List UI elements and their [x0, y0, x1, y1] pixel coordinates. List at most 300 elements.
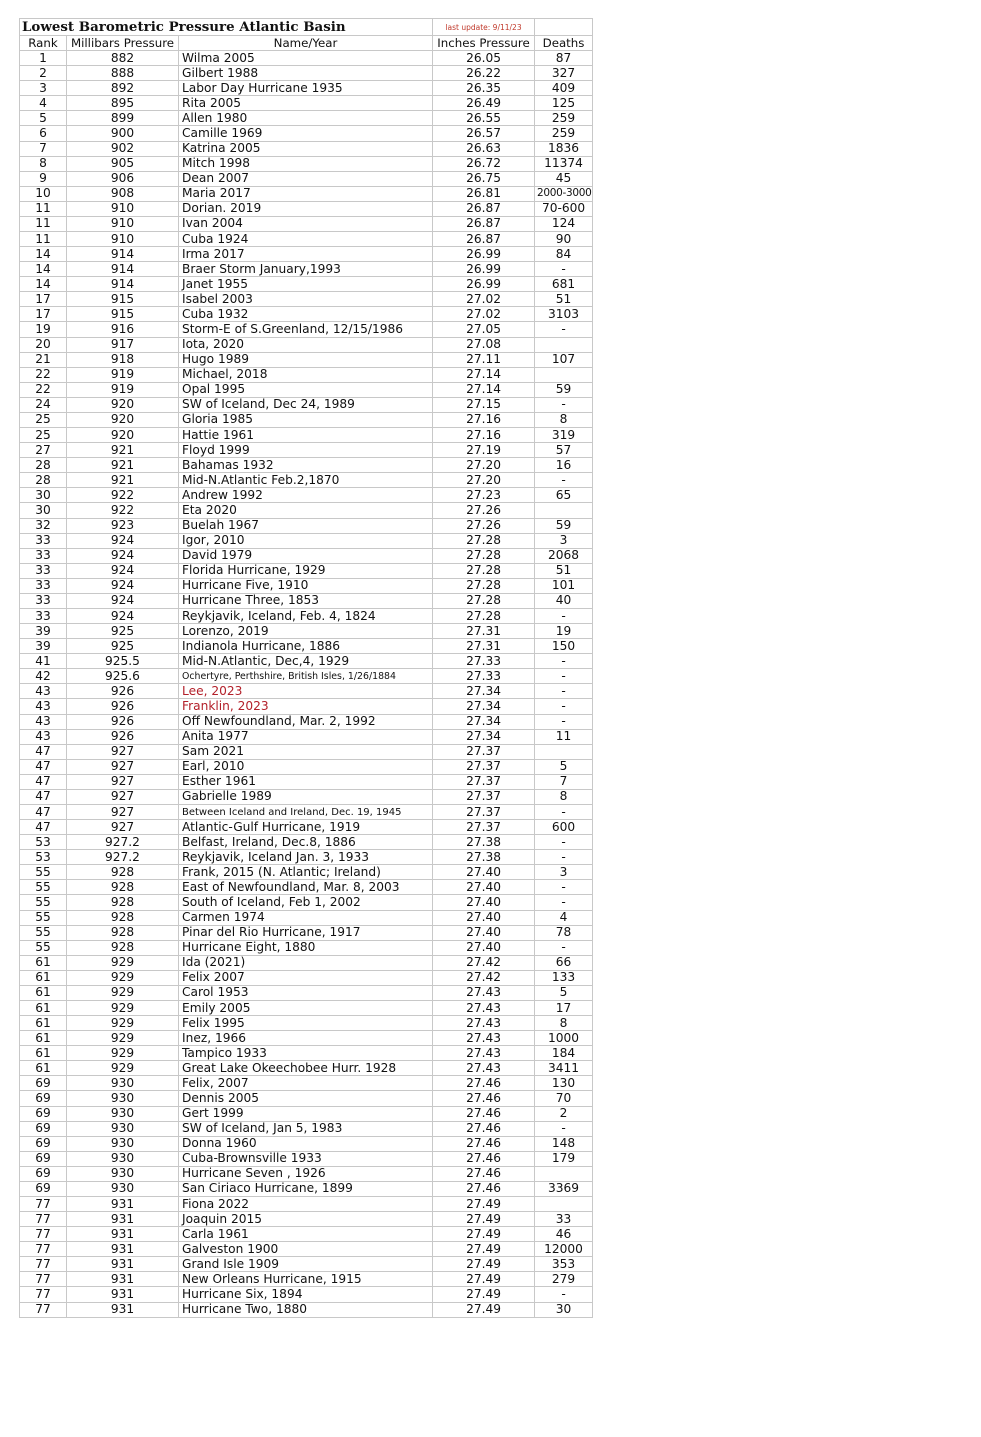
name-year-cell: Storm-E of S.Greenland, 12/15/1986: [179, 322, 433, 337]
table-row: [20, 262, 593, 277]
table-row: [20, 895, 593, 910]
table-row: [20, 382, 593, 397]
name-year-cell: Grand Isle 1909: [179, 1257, 433, 1272]
rank-cell: 2: [20, 66, 67, 81]
inches-cell: 26.75: [433, 171, 535, 186]
table-row: [20, 1061, 593, 1076]
rank-cell: 33: [20, 533, 67, 548]
deaths-cell: 3103: [535, 307, 593, 322]
name-year-cell: Hurricane Seven , 1926: [179, 1166, 433, 1181]
inches-cell: 27.46: [433, 1091, 535, 1106]
millibars-cell: 910: [67, 216, 179, 231]
name-year-cell: Gloria 1985: [179, 412, 433, 427]
deaths-cell: 2000-3000: [535, 186, 593, 201]
rank-cell: 43: [20, 684, 67, 699]
inches-cell: 27.43: [433, 1001, 535, 1016]
table-row: [20, 1302, 593, 1317]
rank-cell: 11: [20, 216, 67, 231]
deaths-cell: 125: [535, 96, 593, 111]
table-row: [20, 443, 593, 458]
millibars-cell: 927.2: [67, 835, 179, 850]
inches-cell: 27.15: [433, 397, 535, 412]
inches-cell: 27.37: [433, 774, 535, 789]
deaths-cell: 3411: [535, 1061, 593, 1076]
inches-cell: 26.35: [433, 81, 535, 96]
millibars-cell: 906: [67, 171, 179, 186]
deaths-cell: 57: [535, 443, 593, 458]
inches-cell: 27.37: [433, 789, 535, 804]
inches-cell: 26.99: [433, 277, 535, 292]
inches-cell: 27.46: [433, 1106, 535, 1121]
rank-cell: 30: [20, 503, 67, 518]
name-year-cell: Mid-N.Atlantic Feb.2,1870: [179, 473, 433, 488]
deaths-cell: 133: [535, 970, 593, 985]
inches-cell: 27.46: [433, 1136, 535, 1151]
millibars-cell: 931: [67, 1242, 179, 1257]
rank-cell: 61: [20, 1061, 67, 1076]
table-row: [20, 1287, 593, 1302]
millibars-cell: 929: [67, 955, 179, 970]
table-row: [20, 503, 593, 518]
deaths-cell: 46: [535, 1227, 593, 1242]
deaths-cell: 124: [535, 216, 593, 231]
millibars-cell: 927: [67, 789, 179, 804]
table-row: [20, 518, 593, 533]
millibars-cell: 929: [67, 1061, 179, 1076]
inches-cell: 27.46: [433, 1181, 535, 1196]
name-year-cell: Michael, 2018: [179, 367, 433, 382]
rank-cell: 61: [20, 970, 67, 985]
inches-cell: 27.49: [433, 1212, 535, 1227]
table-row: [20, 126, 593, 141]
deaths-cell: 409: [535, 81, 593, 96]
deaths-cell: [535, 1166, 593, 1181]
millibars-cell: 922: [67, 488, 179, 503]
table-row: [20, 880, 593, 895]
millibars-cell: 915: [67, 292, 179, 307]
rank-cell: 43: [20, 729, 67, 744]
name-year-cell: Cuba-Brownsville 1933: [179, 1151, 433, 1166]
millibars-cell: 920: [67, 397, 179, 412]
table-row: [20, 624, 593, 639]
rank-cell: 28: [20, 473, 67, 488]
table-row: [20, 865, 593, 880]
name-year-cell: Eta 2020: [179, 503, 433, 518]
millibars-cell: 928: [67, 940, 179, 955]
deaths-cell: -: [535, 850, 593, 865]
millibars-cell: 920: [67, 428, 179, 443]
table-row: [20, 232, 593, 247]
name-year-cell: Janet 1955: [179, 277, 433, 292]
table-row: [20, 397, 593, 412]
table-row: [20, 1001, 593, 1016]
inches-cell: 26.49: [433, 96, 535, 111]
deaths-cell: [535, 367, 593, 382]
name-year-cell: Dean 2007: [179, 171, 433, 186]
deaths-cell: 45: [535, 171, 593, 186]
table-row: [20, 759, 593, 774]
table-row: [20, 277, 593, 292]
deaths-cell: -: [535, 895, 593, 910]
rank-cell: 69: [20, 1076, 67, 1091]
table-row: [20, 1091, 593, 1106]
rank-cell: 42: [20, 669, 67, 684]
rank-cell: 33: [20, 548, 67, 563]
table-row: [20, 835, 593, 850]
table-row: [20, 186, 593, 201]
rank-cell: 55: [20, 910, 67, 925]
deaths-cell: -: [535, 397, 593, 412]
rank-cell: 30: [20, 488, 67, 503]
deaths-cell: 259: [535, 126, 593, 141]
table-row: [20, 699, 593, 714]
table-row: [20, 171, 593, 186]
inches-cell: 26.55: [433, 111, 535, 126]
table-row: [20, 654, 593, 669]
name-year-cell: Felix 1995: [179, 1016, 433, 1031]
deaths-cell: 148: [535, 1136, 593, 1151]
inches-cell: 27.49: [433, 1227, 535, 1242]
millibars-cell: 924: [67, 578, 179, 593]
millibars-cell: 914: [67, 247, 179, 262]
name-year-cell: Sam 2021: [179, 744, 433, 759]
deaths-cell: 681: [535, 277, 593, 292]
millibars-cell: 929: [67, 1001, 179, 1016]
inches-cell: 26.99: [433, 262, 535, 277]
header-name-year: Name/Year: [179, 36, 433, 51]
rank-cell: 77: [20, 1242, 67, 1257]
table-row: [20, 714, 593, 729]
millibars-cell: 927: [67, 820, 179, 835]
name-year-cell: Hurricane Eight, 1880: [179, 940, 433, 955]
rank-cell: 33: [20, 578, 67, 593]
rank-cell: 69: [20, 1166, 67, 1181]
deaths-cell: 8: [535, 789, 593, 804]
rank-cell: 61: [20, 1046, 67, 1061]
inches-cell: 26.87: [433, 216, 535, 231]
table-row: [20, 593, 593, 608]
name-year-cell: Bahamas 1932: [179, 458, 433, 473]
table-row: [20, 789, 593, 804]
table-row: [20, 307, 593, 322]
millibars-cell: 928: [67, 880, 179, 895]
name-year-cell: Isabel 2003: [179, 292, 433, 307]
name-year-cell: Labor Day Hurricane 1935: [179, 81, 433, 96]
table-row: [20, 744, 593, 759]
name-year-cell: Galveston 1900: [179, 1242, 433, 1257]
table-row: [20, 247, 593, 262]
name-year-cell: Floyd 1999: [179, 443, 433, 458]
inches-cell: 26.22: [433, 66, 535, 81]
name-year-cell: Mitch 1998: [179, 156, 433, 171]
inches-cell: 27.37: [433, 804, 535, 819]
table-row: [20, 458, 593, 473]
inches-cell: 27.38: [433, 850, 535, 865]
deaths-cell: 2: [535, 1106, 593, 1121]
millibars-cell: 918: [67, 352, 179, 367]
deaths-cell: 279: [535, 1272, 593, 1287]
name-year-cell: Igor, 2010: [179, 533, 433, 548]
rank-cell: 17: [20, 292, 67, 307]
name-year-cell: Hurricane Six, 1894: [179, 1287, 433, 1302]
millibars-cell: 929: [67, 1016, 179, 1031]
deaths-cell: -: [535, 1121, 593, 1136]
table-row: [20, 1197, 593, 1212]
table-row: [20, 1212, 593, 1227]
rank-cell: 69: [20, 1091, 67, 1106]
header-inches: Inches Pressure: [433, 36, 535, 51]
rank-cell: 1: [20, 51, 67, 66]
inches-cell: 27.43: [433, 985, 535, 1000]
inches-cell: 26.72: [433, 156, 535, 171]
rank-cell: 11: [20, 232, 67, 247]
deaths-cell: 30: [535, 1302, 593, 1317]
inches-cell: 26.63: [433, 141, 535, 156]
rank-cell: 69: [20, 1136, 67, 1151]
table-row: [20, 774, 593, 789]
table-row: [20, 1166, 593, 1181]
deaths-cell: 2068: [535, 548, 593, 563]
inches-cell: 27.38: [433, 835, 535, 850]
millibars-cell: 931: [67, 1272, 179, 1287]
name-year-cell: Andrew 1992: [179, 488, 433, 503]
table-row: [20, 473, 593, 488]
name-year-cell: Mid-N.Atlantic, Dec,4, 1929: [179, 654, 433, 669]
table-row: [20, 639, 593, 654]
inches-cell: 27.49: [433, 1272, 535, 1287]
deaths-cell: -: [535, 804, 593, 819]
name-year-cell: Donna 1960: [179, 1136, 433, 1151]
name-year-cell: Belfast, Ireland, Dec.8, 1886: [179, 835, 433, 850]
name-year-cell: Reykjavik, Iceland Jan. 3, 1933: [179, 850, 433, 865]
rank-cell: 77: [20, 1287, 67, 1302]
millibars-cell: 910: [67, 201, 179, 216]
rank-cell: 21: [20, 352, 67, 367]
table-row: [20, 367, 593, 382]
deaths-cell: 150: [535, 639, 593, 654]
millibars-cell: 910: [67, 232, 179, 247]
millibars-cell: 927.2: [67, 850, 179, 865]
millibars-cell: 930: [67, 1106, 179, 1121]
millibars-cell: 926: [67, 729, 179, 744]
table-row: [20, 955, 593, 970]
inches-cell: 27.40: [433, 865, 535, 880]
sheet-title: Lowest Barometric Pressure Atlantic Basin: [20, 19, 433, 36]
rank-cell: 69: [20, 1181, 67, 1196]
millibars-cell: 926: [67, 684, 179, 699]
rank-cell: 61: [20, 1031, 67, 1046]
name-year-cell: Emily 2005: [179, 1001, 433, 1016]
rank-cell: 77: [20, 1302, 67, 1317]
inches-cell: 27.49: [433, 1242, 535, 1257]
last-update: last update: 9/11/23: [433, 19, 535, 36]
rank-cell: 39: [20, 624, 67, 639]
name-year-cell: Franklin, 2023: [179, 699, 433, 714]
rank-cell: 47: [20, 789, 67, 804]
table-row: [20, 111, 593, 126]
inches-cell: 27.31: [433, 624, 535, 639]
inches-cell: 27.34: [433, 714, 535, 729]
table-row: [20, 548, 593, 563]
millibars-cell: 888: [67, 66, 179, 81]
inches-cell: 27.46: [433, 1076, 535, 1091]
table-row: [20, 804, 593, 819]
table-row: [20, 850, 593, 865]
millibars-cell: 922: [67, 503, 179, 518]
rank-cell: 47: [20, 820, 67, 835]
header-rank: Rank: [20, 36, 67, 51]
rank-cell: 33: [20, 593, 67, 608]
name-year-cell: David 1979: [179, 548, 433, 563]
pressure-table: [19, 18, 593, 1318]
millibars-cell: 916: [67, 322, 179, 337]
deaths-cell: [535, 744, 593, 759]
millibars-cell: 926: [67, 714, 179, 729]
millibars-cell: 895: [67, 96, 179, 111]
millibars-cell: 929: [67, 1031, 179, 1046]
deaths-cell: -: [535, 262, 593, 277]
rank-cell: 5: [20, 111, 67, 126]
table-row: [20, 1151, 593, 1166]
title-row: [20, 19, 593, 36]
deaths-cell: 78: [535, 925, 593, 940]
deaths-cell: 259: [535, 111, 593, 126]
inches-cell: 27.40: [433, 880, 535, 895]
inches-cell: 26.81: [433, 186, 535, 201]
deaths-cell: 90: [535, 232, 593, 247]
deaths-cell: 5: [535, 759, 593, 774]
inches-cell: 27.20: [433, 458, 535, 473]
table-row: [20, 669, 593, 684]
table-row: [20, 292, 593, 307]
deaths-cell: -: [535, 473, 593, 488]
name-year-cell: Gert 1999: [179, 1106, 433, 1121]
deaths-cell: 5: [535, 985, 593, 1000]
millibars-cell: 930: [67, 1181, 179, 1196]
deaths-cell: 8: [535, 412, 593, 427]
rank-cell: 28: [20, 458, 67, 473]
name-year-cell: Maria 2017: [179, 186, 433, 201]
table-row: [20, 1257, 593, 1272]
deaths-cell: 3: [535, 865, 593, 880]
deaths-cell: 11: [535, 729, 593, 744]
deaths-cell: 130: [535, 1076, 593, 1091]
table-row: [20, 608, 593, 623]
millibars-cell: 925.5: [67, 654, 179, 669]
deaths-cell: 184: [535, 1046, 593, 1061]
deaths-cell: 66: [535, 955, 593, 970]
deaths-cell: 70: [535, 1091, 593, 1106]
name-year-cell: Carmen 1974: [179, 910, 433, 925]
millibars-cell: 931: [67, 1227, 179, 1242]
name-year-cell: Ivan 2004: [179, 216, 433, 231]
name-year-cell: Frank, 2015 (N. Atlantic; Ireland): [179, 865, 433, 880]
name-year-cell: Gabrielle 1989: [179, 789, 433, 804]
name-year-cell: Allen 1980: [179, 111, 433, 126]
millibars-cell: 924: [67, 563, 179, 578]
name-year-cell: Tampico 1933: [179, 1046, 433, 1061]
name-year-cell: Cuba 1924: [179, 232, 433, 247]
inches-cell: 27.14: [433, 382, 535, 397]
name-year-cell: Felix 2007: [179, 970, 433, 985]
rank-cell: 10: [20, 186, 67, 201]
deaths-cell: 11374: [535, 156, 593, 171]
millibars-cell: 892: [67, 81, 179, 96]
deaths-cell: 65: [535, 488, 593, 503]
rank-cell: 61: [20, 985, 67, 1000]
millibars-cell: 900: [67, 126, 179, 141]
name-year-cell: Florida Hurricane, 1929: [179, 563, 433, 578]
millibars-cell: 929: [67, 1046, 179, 1061]
name-year-cell: Rita 2005: [179, 96, 433, 111]
rank-cell: 4: [20, 96, 67, 111]
millibars-cell: 927: [67, 744, 179, 759]
millibars-cell: 928: [67, 910, 179, 925]
rank-cell: 53: [20, 850, 67, 865]
deaths-cell: 84: [535, 247, 593, 262]
deaths-cell: -: [535, 699, 593, 714]
name-year-cell: Anita 1977: [179, 729, 433, 744]
deaths-cell: -: [535, 835, 593, 850]
name-year-cell: Joaquin 2015: [179, 1212, 433, 1227]
name-year-cell: Ochertyre, Perthshire, British Isles, 1/26/1884: [179, 669, 433, 684]
inches-cell: 27.46: [433, 1151, 535, 1166]
name-year-cell: Indianola Hurricane, 1886: [179, 639, 433, 654]
inches-cell: 27.28: [433, 563, 535, 578]
deaths-cell: 51: [535, 292, 593, 307]
table-row: [20, 970, 593, 985]
rank-cell: 41: [20, 654, 67, 669]
inches-cell: 27.11: [433, 352, 535, 367]
rank-cell: 33: [20, 563, 67, 578]
name-year-cell: Camille 1969: [179, 126, 433, 141]
rank-cell: 14: [20, 277, 67, 292]
table-row: [20, 81, 593, 96]
rank-cell: 77: [20, 1257, 67, 1272]
deaths-cell: 179: [535, 1151, 593, 1166]
name-year-cell: Buelah 1967: [179, 518, 433, 533]
name-year-cell: Lorenzo, 2019: [179, 624, 433, 639]
table-row: [20, 96, 593, 111]
rank-cell: 55: [20, 925, 67, 940]
table-row: [20, 1046, 593, 1061]
inches-cell: 27.34: [433, 729, 535, 744]
title-blank-cell: [535, 19, 593, 36]
deaths-cell: [535, 337, 593, 352]
deaths-cell: [535, 1197, 593, 1212]
millibars-cell: 923: [67, 518, 179, 533]
name-year-cell: Lee, 2023: [179, 684, 433, 699]
rank-cell: 8: [20, 156, 67, 171]
rank-cell: 43: [20, 699, 67, 714]
millibars-cell: 931: [67, 1212, 179, 1227]
rank-cell: 47: [20, 804, 67, 819]
millibars-cell: 919: [67, 367, 179, 382]
inches-cell: 27.28: [433, 593, 535, 608]
rank-cell: 61: [20, 955, 67, 970]
millibars-cell: 930: [67, 1091, 179, 1106]
deaths-cell: 33: [535, 1212, 593, 1227]
millibars-cell: 931: [67, 1197, 179, 1212]
inches-cell: 27.16: [433, 428, 535, 443]
rank-cell: 14: [20, 247, 67, 262]
rank-cell: 55: [20, 880, 67, 895]
rank-cell: 47: [20, 744, 67, 759]
millibars-cell: 927: [67, 759, 179, 774]
millibars-cell: 899: [67, 111, 179, 126]
millibars-cell: 924: [67, 533, 179, 548]
rank-cell: 20: [20, 337, 67, 352]
